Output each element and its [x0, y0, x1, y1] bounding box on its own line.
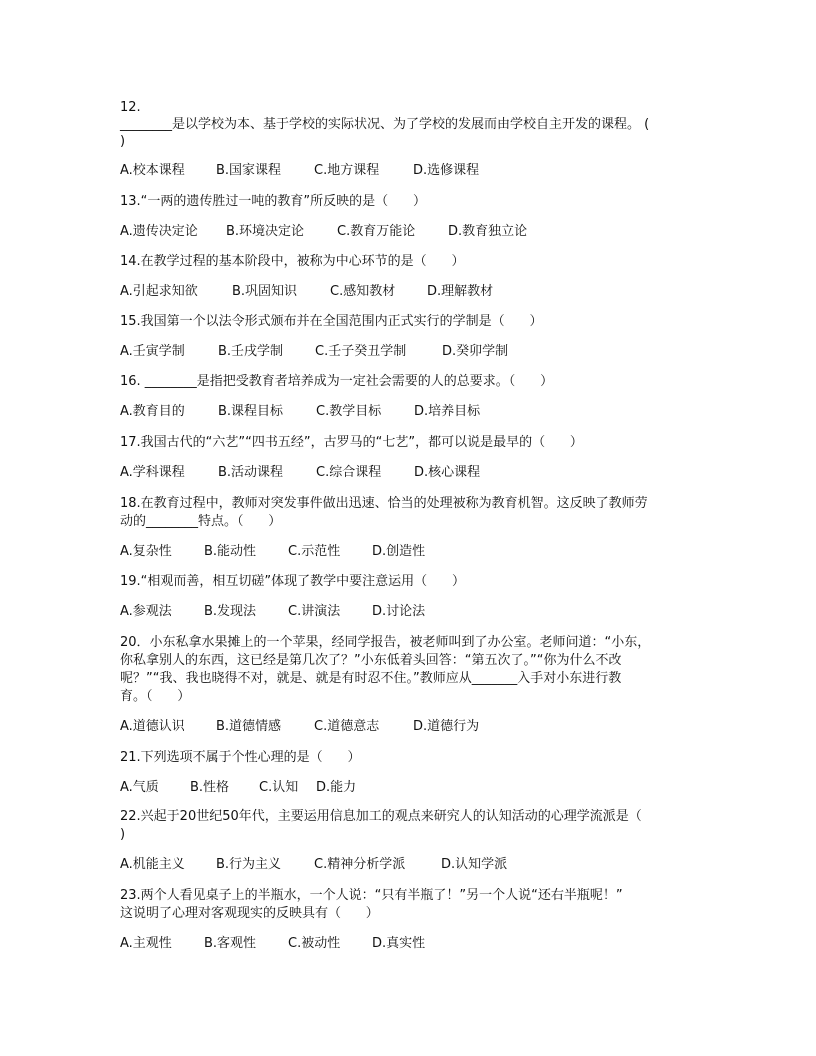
- option-b: B.行为主义: [216, 857, 282, 872]
- option-b: B.性格: [190, 780, 230, 795]
- question-17-line-1: 17.我国古代的“六艺”“四书五经”，古罗马的“七艺”，都可以说是最早的（ ）: [120, 435, 583, 450]
- option-c: C.精神分析学派: [314, 857, 406, 872]
- option-b: B.活动课程: [218, 465, 284, 480]
- option-b: B.客观性: [204, 936, 257, 951]
- question-16-line-1: 16. ________是指把受教育者培养成为一定社会需要的人的总要求。（ ）: [120, 374, 554, 389]
- question-15-line-1: 15.我国第一个以法令形式颁布并在全国范围内正式实行的学制是（ ）: [120, 314, 543, 329]
- option-c: C.感知教材: [330, 284, 396, 299]
- option-a: A.遗传决定论: [120, 224, 198, 239]
- option-d: D.癸卯学制: [442, 344, 509, 359]
- option-b: B.国家课程: [216, 163, 282, 178]
- option-b: B.道德情感: [216, 719, 282, 734]
- option-d: D.道德行为: [413, 719, 480, 734]
- option-d: D.教育独立论: [448, 224, 528, 239]
- option-c: C.被动性: [288, 936, 341, 951]
- question-18-line-2: 动的________特点。（ ）: [120, 514, 282, 529]
- question-12-line-3: ): [120, 134, 126, 149]
- option-d: D.选修课程: [413, 163, 480, 178]
- question-14-line-1: 14.在教学过程的基本阶段中，被称为中心环节的是（ ）: [120, 254, 465, 269]
- option-a: A.复杂性: [120, 544, 172, 559]
- option-b: B.壬戌学制: [218, 344, 284, 359]
- option-c: C.教育万能论: [337, 224, 416, 239]
- option-a: A.道德认识: [120, 719, 185, 734]
- option-a: A.主观性: [120, 936, 172, 951]
- option-d: D.创造性: [372, 544, 426, 559]
- question-19-line-1: 19.“相观而善，相互切磋”体现了教学中要注意运用（ ）: [120, 574, 465, 589]
- option-b: B.巩固知识: [232, 284, 298, 299]
- option-c: C.道德意志: [314, 719, 380, 734]
- option-c: C.综合课程: [316, 465, 382, 480]
- question-23-line-2: 这说明了心理对客观现实的反映具有（ ）: [120, 906, 379, 921]
- option-c: C.讲演法: [288, 604, 341, 619]
- question-21-line-1: 21.下列选项不属于个性心理的是（ ）: [120, 750, 361, 765]
- option-c: C.示范性: [288, 544, 341, 559]
- option-b: B.环境决定论: [226, 224, 305, 239]
- question-20-line-4: 育。（ ）: [120, 689, 191, 704]
- option-c: C.认知: [259, 780, 299, 795]
- question-12-line-2: ________是以学校为本、基于学校的实际状况、为了学校的发展而由学校自主开发的课程。 (: [120, 117, 650, 132]
- question-22-line-1: 22.兴起于20世纪50年代，主要运用信息加工的观点来研究人的认知活动的心理学流派是（: [120, 809, 642, 824]
- option-a: A.气质: [120, 780, 159, 795]
- option-d: D.培养目标: [414, 404, 481, 419]
- question-18-line-1: 18.在教育过程中，教师对突发事件做出迅速、恰当的处理被称为教育机智。这反映了教师劳: [120, 496, 648, 511]
- question-20-line-1: 20．小东私拿水果摊上的一个苹果，经同学报告，被老师叫到了办公室。老师问道：“小东，: [120, 635, 651, 650]
- question-22-line-2: ): [120, 827, 126, 842]
- option-c: C.地方课程: [314, 163, 380, 178]
- question-23-line-1: 23.两个人看见桌子上的半瓶水，一个人说：“只有半瓶了！”另一个人说“还右半瓶呢！”: [120, 888, 623, 903]
- question-13-line-1: 13.“一两的遗传胜过一吨的教育”所反映的是（ ）: [120, 194, 426, 209]
- option-d: D.真实性: [372, 936, 426, 951]
- option-c: C.教学目标: [316, 404, 382, 419]
- option-d: D.核心课程: [414, 465, 481, 480]
- option-b: B.课程目标: [218, 404, 284, 419]
- option-a: A.机能主义: [120, 857, 185, 872]
- option-d: D.认知学派: [441, 857, 508, 872]
- question-20-line-3: 呢？”“我、我也晓得不对，就是、就是有时忍不住。”教师应从_______入手对小东进行教: [120, 671, 622, 686]
- option-c: C.壬子癸丑学制: [315, 344, 407, 359]
- option-b: B.发现法: [204, 604, 257, 619]
- option-a: A.教育目的: [120, 404, 185, 419]
- option-d: D.理解教材: [427, 284, 494, 299]
- question-12-line-1: 12.: [120, 100, 141, 115]
- question-20-line-2: 你私拿别人的东西，这已经是第几次了？”小东低着头回答：“第五次了。”“你为什么不改: [120, 653, 622, 668]
- option-d: D.能力: [316, 780, 357, 795]
- option-a: A.校本课程: [120, 163, 185, 178]
- option-a: A.参观法: [120, 604, 172, 619]
- option-a: A.学科课程: [120, 465, 185, 480]
- option-a: A.引起求知欲: [120, 284, 198, 299]
- option-d: D.讨论法: [372, 604, 426, 619]
- option-b: B.能动性: [204, 544, 257, 559]
- option-a: A.壬寅学制: [120, 344, 185, 359]
